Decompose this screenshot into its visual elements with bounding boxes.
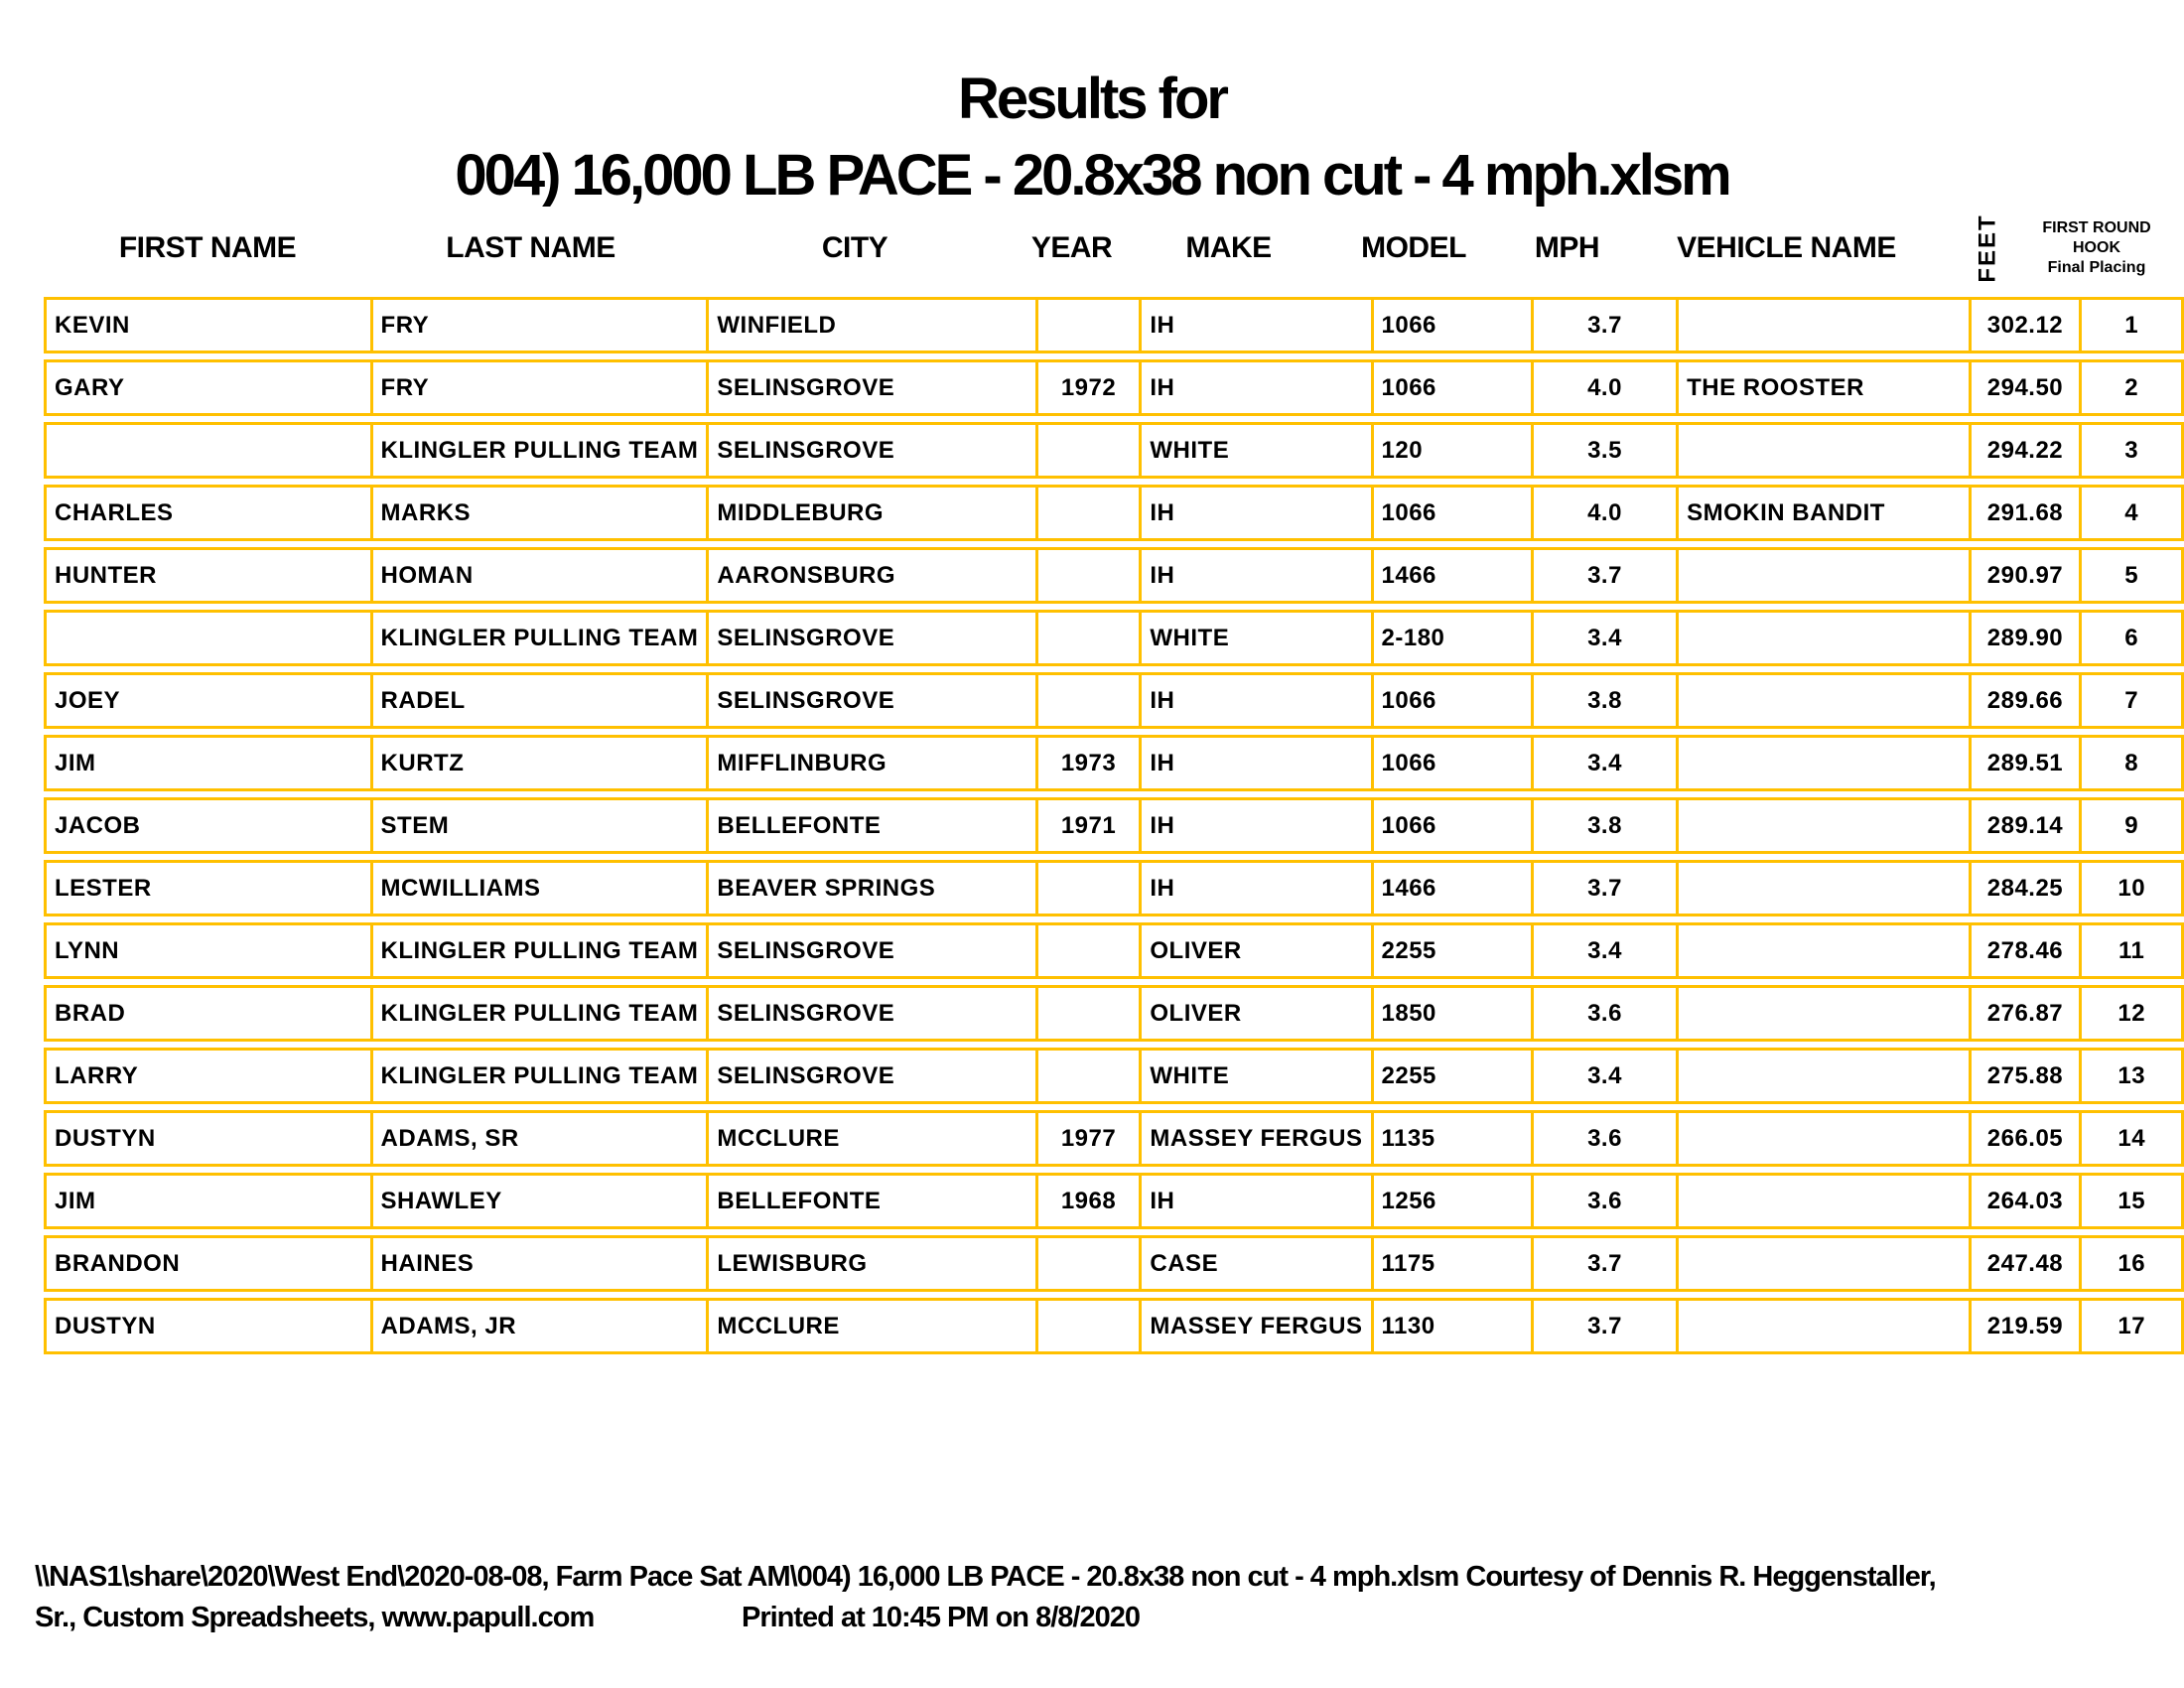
cell-vehicle-name [1676, 422, 1968, 479]
cell-first-name [44, 610, 370, 666]
cell-city: BEAVER SPRINGS [706, 860, 1034, 916]
cell-year [1035, 297, 1140, 353]
cell-feet: 284.25 [1969, 860, 2080, 916]
cell-mph: 3.8 [1531, 797, 1676, 854]
footer-credit-text: Sr., Custom Spreadsheets, www.papull.com [35, 1602, 595, 1633]
results-table [44, 291, 2184, 1360]
cell-feet: 289.51 [1969, 735, 2080, 791]
cell-vehicle-name [1676, 985, 1968, 1042]
cell-year: 1973 [1035, 735, 1140, 791]
cell-final-placing: 2 [2079, 359, 2184, 416]
cell-final-placing: 1 [2079, 297, 2184, 353]
cell-make: MASSEY FERGUS [1139, 1110, 1370, 1167]
cell-mph: 3.4 [1531, 610, 1676, 666]
cell-city: MIDDLEBURG [706, 485, 1034, 541]
cell-model: 1066 [1371, 359, 1531, 416]
cell-first-name: BRAD [44, 985, 370, 1042]
results-table-container [44, 291, 2184, 1360]
cell-first-name: JOEY [44, 672, 370, 729]
cell-last-name: SHAWLEY [370, 1173, 707, 1229]
cell-model: 1850 [1371, 985, 1531, 1042]
table-row [44, 610, 2184, 666]
cell-feet: 294.22 [1969, 422, 2080, 479]
cell-mph: 3.7 [1531, 1298, 1676, 1354]
cell-first-name: LARRY [44, 1048, 370, 1104]
cell-mph: 3.7 [1531, 860, 1676, 916]
cell-last-name: FRY [370, 297, 707, 353]
cell-city: LEWISBURG [706, 1235, 1034, 1292]
cell-make: IH [1139, 297, 1370, 353]
cell-city: MCCLURE [706, 1298, 1034, 1354]
table-row [44, 359, 2184, 416]
cell-make: IH [1139, 1173, 1370, 1229]
footer-second-line [35, 1598, 2169, 1638]
cell-final-placing: 7 [2079, 672, 2184, 729]
table-row [44, 1235, 2184, 1292]
cell-vehicle-name [1676, 610, 1968, 666]
cell-mph: 4.0 [1531, 359, 1676, 416]
cell-last-name: KURTZ [370, 735, 707, 791]
cell-year [1035, 672, 1140, 729]
cell-city: SELINSGROVE [706, 985, 1034, 1042]
cell-vehicle-name: SMOKIN BANDIT [1676, 485, 1968, 541]
cell-model: 1130 [1371, 1298, 1531, 1354]
cell-model: 1066 [1371, 297, 1531, 353]
cell-feet: 247.48 [1969, 1235, 2080, 1292]
cell-year [1035, 485, 1140, 541]
cell-final-placing: 5 [2079, 547, 2184, 604]
cell-first-name: LESTER [44, 860, 370, 916]
cell-year [1035, 1235, 1140, 1292]
cell-feet: 291.68 [1969, 485, 2080, 541]
cell-vehicle-name [1676, 922, 1968, 979]
cell-vehicle-name: THE ROOSTER [1676, 359, 1968, 416]
cell-final-placing: 16 [2079, 1235, 2184, 1292]
cell-city: SELINSGROVE [706, 922, 1034, 979]
cell-model: 1256 [1371, 1173, 1531, 1229]
cell-final-placing: 14 [2079, 1110, 2184, 1167]
cell-make: IH [1139, 359, 1370, 416]
results-table-body [44, 297, 2184, 1354]
cell-city: BELLEFONTE [706, 797, 1034, 854]
table-row [44, 1298, 2184, 1354]
cell-model: 1466 [1371, 860, 1531, 916]
column-header-year: YEAR [1030, 231, 1113, 264]
cell-make: IH [1139, 485, 1370, 541]
column-header-city: CITY [821, 231, 888, 264]
cell-final-placing: 11 [2079, 922, 2184, 979]
cell-feet: 294.50 [1969, 359, 2080, 416]
footer-file-path-line: \\NAS1\share\2020\West End\2020-08-08, Farm Pace Sat AM\004) 16,000 LB PACE - 20.8x38 non cut - 4 mph.xlsm Courtesy of Dennis R. Heggenstaller, [35, 1561, 1936, 1593]
cell-make: WHITE [1139, 422, 1370, 479]
cell-first-name [44, 422, 370, 479]
column-header-final-placing [2044, 212, 2149, 284]
cell-year [1035, 1048, 1140, 1104]
column-header-model: MODEL [1361, 231, 1466, 264]
cell-make: IH [1139, 547, 1370, 604]
cell-first-name: BRANDON [44, 1235, 370, 1292]
cell-mph: 3.6 [1531, 1110, 1676, 1167]
cell-city: MIFFLINBURG [706, 735, 1034, 791]
cell-first-name: CHARLES [44, 485, 370, 541]
cell-vehicle-name [1676, 1173, 1968, 1229]
cell-year [1035, 985, 1140, 1042]
table-row [44, 922, 2184, 979]
cell-make: WHITE [1139, 610, 1370, 666]
cell-last-name: KLINGLER PULLING TEAM [370, 422, 707, 479]
page-subtitle-class-name: 004) 16,000 LB PACE - 20.8x38 non cut - 4 mph.xlsm [455, 143, 1729, 208]
cell-final-placing: 6 [2079, 610, 2184, 666]
page-title: Results for [958, 67, 1226, 131]
cell-year [1035, 860, 1140, 916]
report-footer [35, 1557, 2169, 1638]
cell-city: SELINSGROVE [706, 1048, 1034, 1104]
table-row [44, 985, 2184, 1042]
cell-last-name: KLINGLER PULLING TEAM [370, 922, 707, 979]
cell-feet: 276.87 [1969, 985, 2080, 1042]
cell-first-name: KEVIN [44, 297, 370, 353]
column-header-mph: MPH [1534, 231, 1600, 264]
table-row [44, 860, 2184, 916]
cell-city: SELINSGROVE [706, 359, 1034, 416]
cell-city: MCCLURE [706, 1110, 1034, 1167]
cell-mph: 3.8 [1531, 672, 1676, 729]
cell-model: 2255 [1371, 1048, 1531, 1104]
cell-model: 1066 [1371, 672, 1531, 729]
cell-first-name: GARY [44, 359, 370, 416]
column-header-vehicle-name: VEHICLE NAME [1677, 231, 1896, 264]
cell-first-name: JACOB [44, 797, 370, 854]
cell-final-placing: 17 [2079, 1298, 2184, 1354]
cell-feet: 290.97 [1969, 547, 2080, 604]
cell-city: BELLEFONTE [706, 1173, 1034, 1229]
cell-city: SELINSGROVE [706, 672, 1034, 729]
cell-mph: 3.7 [1531, 297, 1676, 353]
table-row [44, 297, 2184, 353]
cell-final-placing: 9 [2079, 797, 2184, 854]
footer-printed-timestamp: Printed at 10:45 PM on 8/8/2020 [742, 1602, 1140, 1633]
cell-last-name: HOMAN [370, 547, 707, 604]
cell-year [1035, 610, 1140, 666]
cell-feet: 264.03 [1969, 1173, 2080, 1229]
cell-make: IH [1139, 860, 1370, 916]
cell-feet: 289.90 [1969, 610, 2080, 666]
cell-vehicle-name [1676, 860, 1968, 916]
table-row [44, 1173, 2184, 1229]
cell-make: IH [1139, 672, 1370, 729]
feet-rotated-label: FEET [1975, 213, 2001, 283]
cell-model: 1066 [1371, 797, 1531, 854]
cell-first-name: HUNTER [44, 547, 370, 604]
cell-model: 1466 [1371, 547, 1531, 604]
cell-feet: 266.05 [1969, 1110, 2080, 1167]
table-row [44, 1110, 2184, 1167]
hook-header-line3: Final Placing [2047, 259, 2146, 276]
cell-final-placing: 8 [2079, 735, 2184, 791]
cell-final-placing: 3 [2079, 422, 2184, 479]
cell-vehicle-name [1676, 797, 1968, 854]
cell-last-name: KLINGLER PULLING TEAM [370, 610, 707, 666]
cell-vehicle-name [1676, 297, 1968, 353]
column-header-last-name: LAST NAME [446, 231, 615, 264]
cell-first-name: LYNN [44, 922, 370, 979]
column-header-row [44, 212, 2149, 284]
cell-vehicle-name [1676, 672, 1968, 729]
cell-model: 2-180 [1371, 610, 1531, 666]
table-row [44, 547, 2184, 604]
cell-city: WINFIELD [706, 297, 1034, 353]
cell-last-name: STEM [370, 797, 707, 854]
cell-year: 1971 [1035, 797, 1140, 854]
table-row [44, 485, 2184, 541]
cell-make: MASSEY FERGUS [1139, 1298, 1370, 1354]
cell-mph: 3.7 [1531, 1235, 1676, 1292]
table-row [44, 797, 2184, 854]
cell-last-name: ADAMS, SR [370, 1110, 707, 1167]
cell-first-name: JIM [44, 1173, 370, 1229]
cell-make: IH [1139, 735, 1370, 791]
cell-mph: 3.6 [1531, 1173, 1676, 1229]
cell-mph: 3.4 [1531, 735, 1676, 791]
cell-city: SELINSGROVE [706, 422, 1034, 479]
table-row [44, 1048, 2184, 1104]
cell-last-name: MARKS [370, 485, 707, 541]
cell-vehicle-name [1676, 1110, 1968, 1167]
cell-make: IH [1139, 797, 1370, 854]
cell-feet: 302.12 [1969, 297, 2080, 353]
cell-mph: 4.0 [1531, 485, 1676, 541]
cell-vehicle-name [1676, 1298, 1968, 1354]
cell-vehicle-name [1676, 547, 1968, 604]
table-row [44, 422, 2184, 479]
cell-make: WHITE [1139, 1048, 1370, 1104]
cell-first-name: DUSTYN [44, 1298, 370, 1354]
cell-mph: 3.6 [1531, 985, 1676, 1042]
cell-city: AARONSBURG [706, 547, 1034, 604]
cell-model: 1135 [1371, 1110, 1531, 1167]
cell-first-name: JIM [44, 735, 370, 791]
cell-feet: 289.66 [1969, 672, 2080, 729]
cell-last-name: FRY [370, 359, 707, 416]
cell-model: 120 [1371, 422, 1531, 479]
cell-last-name: RADEL [370, 672, 707, 729]
cell-vehicle-name [1676, 1048, 1968, 1104]
table-row [44, 735, 2184, 791]
cell-mph: 3.4 [1531, 1048, 1676, 1104]
cell-year [1035, 922, 1140, 979]
cell-make: OLIVER [1139, 985, 1370, 1042]
column-header-feet [1933, 212, 2044, 284]
cell-feet: 278.46 [1969, 922, 2080, 979]
cell-model: 2255 [1371, 922, 1531, 979]
cell-model: 1066 [1371, 485, 1531, 541]
cell-make: CASE [1139, 1235, 1370, 1292]
cell-year: 1968 [1035, 1173, 1140, 1229]
cell-mph: 3.4 [1531, 922, 1676, 979]
cell-final-placing: 12 [2079, 985, 2184, 1042]
cell-feet: 275.88 [1969, 1048, 2080, 1104]
hook-header-line1: FIRST ROUND [2042, 219, 2151, 236]
cell-final-placing: 15 [2079, 1173, 2184, 1229]
cell-vehicle-name [1676, 1235, 1968, 1292]
cell-city: SELINSGROVE [706, 610, 1034, 666]
cell-mph: 3.7 [1531, 547, 1676, 604]
cell-final-placing: 10 [2079, 860, 2184, 916]
cell-model: 1175 [1371, 1235, 1531, 1292]
cell-year [1035, 422, 1140, 479]
cell-year [1035, 547, 1140, 604]
cell-feet: 219.59 [1969, 1298, 2080, 1354]
cell-vehicle-name [1676, 735, 1968, 791]
cell-last-name: KLINGLER PULLING TEAM [370, 985, 707, 1042]
cell-make: OLIVER [1139, 922, 1370, 979]
cell-final-placing: 13 [2079, 1048, 2184, 1104]
cell-last-name: ADAMS, JR [370, 1298, 707, 1354]
column-header-make: MAKE [1185, 231, 1272, 264]
cell-feet: 289.14 [1969, 797, 2080, 854]
cell-first-name: DUSTYN [44, 1110, 370, 1167]
cell-mph: 3.5 [1531, 422, 1676, 479]
cell-last-name: KLINGLER PULLING TEAM [370, 1048, 707, 1104]
cell-last-name: HAINES [370, 1235, 707, 1292]
cell-final-placing: 4 [2079, 485, 2184, 541]
column-header-first-name: FIRST NAME [118, 231, 297, 264]
cell-year: 1972 [1035, 359, 1140, 416]
cell-model: 1066 [1371, 735, 1531, 791]
hook-header-line2: HOOK [2073, 239, 2120, 256]
cell-year: 1977 [1035, 1110, 1140, 1167]
cell-year [1035, 1298, 1140, 1354]
cell-last-name: MCWILLIAMS [370, 860, 707, 916]
table-row [44, 672, 2184, 729]
